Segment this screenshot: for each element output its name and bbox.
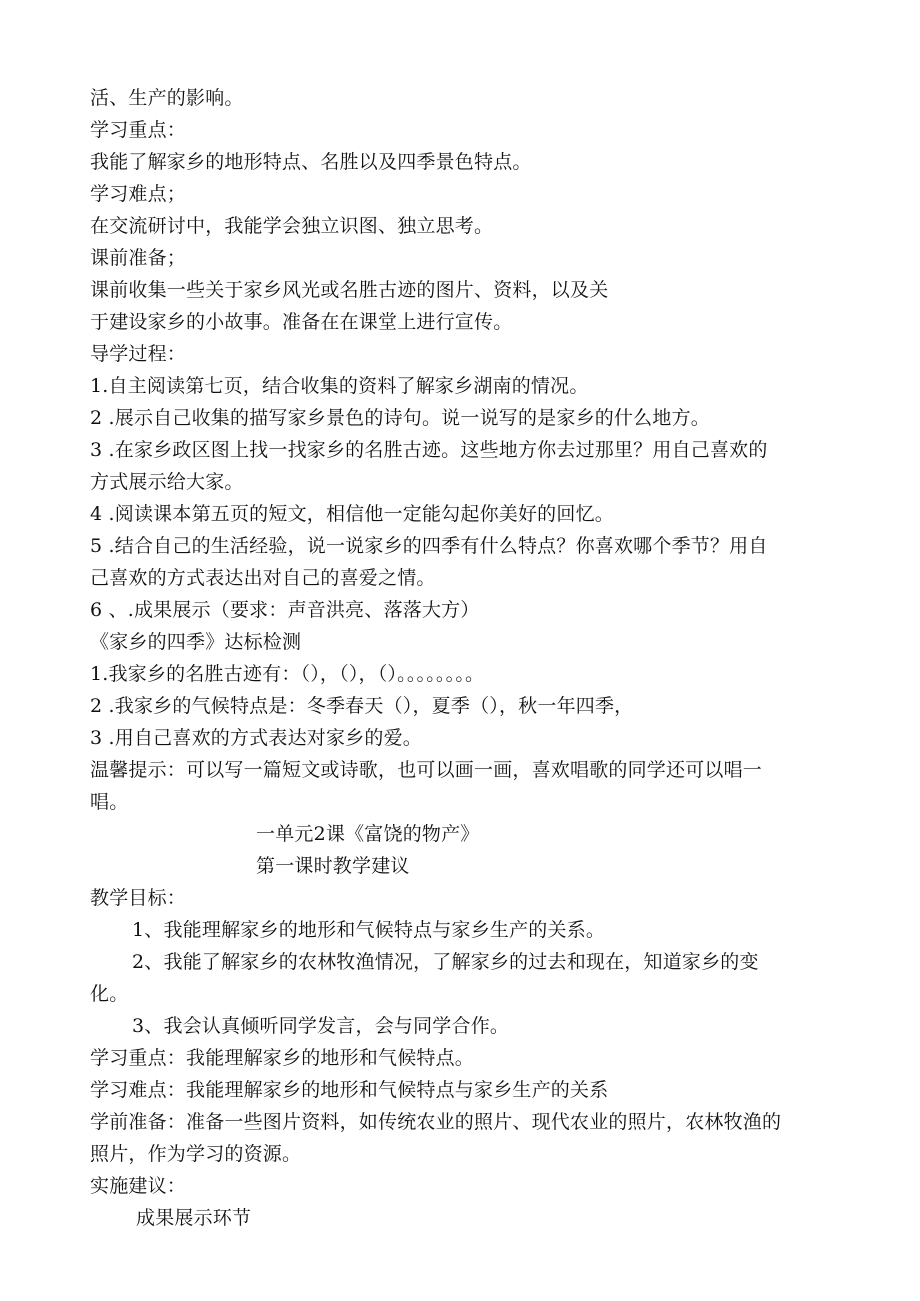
process-step: 2 .展示自己收集的描写家乡景色的诗句。说一说写的是家乡的什么地方。 bbox=[90, 407, 710, 429]
preparation-line: 学前准备：准备一些图片资料，如传统农业的照片、现代农业的照片，农林牧渔的 bbox=[90, 1111, 782, 1133]
objective-item: 1、我能理解家乡的地形和气候特点与家乡生产的关系。 bbox=[132, 919, 606, 941]
lesson-subtitle: 第一课时教学建议 bbox=[256, 855, 410, 877]
process-step-cont: 方式展示给大家。 bbox=[90, 471, 244, 493]
difficulty-heading: 学习难点； bbox=[90, 183, 187, 205]
process-step: 1.自主阅读第七页，结合收集的资料了解家乡湖南的情况。 bbox=[90, 375, 589, 397]
preparation-line-cont: 照片，作为学习的资源。 bbox=[90, 1143, 302, 1165]
objective-item-cont: 化。 bbox=[90, 983, 129, 1005]
text-line: 活、生产的影响。 bbox=[90, 87, 244, 109]
process-step: 5 .结合自己的生活经验，说一说家乡的四季有什么特点？你喜欢哪个季节？用自 bbox=[90, 535, 768, 557]
tip-line: 温馨提示：可以写一篇短文或诗歌，也可以画一画，喜欢唱歌的同学还可以唱一 bbox=[90, 759, 763, 781]
objectives-heading: 教学目标： bbox=[90, 887, 187, 909]
assessment-item: 3 .用自己喜欢的方式表达对家乡的爱。 bbox=[90, 727, 422, 749]
process-step: 6 、.成果展示（要求：声音洪亮、落落大方） bbox=[90, 599, 480, 621]
tip-line-cont: 唱。 bbox=[90, 791, 129, 813]
text-line: 我能了解家乡的地形特点、名胜以及四季景色特点。 bbox=[90, 151, 532, 173]
objective-item: 3、我会认真倾听同学发言，会与同学合作。 bbox=[132, 1015, 510, 1037]
key-point-line: 学习重点：我能理解家乡的地形和气候特点。 bbox=[90, 1047, 475, 1069]
objective-item: 2、我能了解家乡的农林牧渔情况，了解家乡的过去和现在，知道家乡的变 bbox=[132, 951, 759, 973]
process-step: 4 .阅读课本第五页的短文，相信他一定能勾起你美好的回忆。 bbox=[90, 503, 614, 525]
process-step-cont: 己喜欢的方式表达出对自己的喜爱之情。 bbox=[90, 567, 436, 589]
text-line: 课前收集一些关于家乡风光或名胜古迹的图片、资料，以及关 bbox=[90, 279, 609, 301]
implementation-item: 成果展示环节 bbox=[136, 1207, 252, 1229]
text-line: 在交流研讨中，我能学会独立识图、独立思考。 bbox=[90, 215, 494, 237]
implementation-heading: 实施建议： bbox=[90, 1175, 187, 1197]
preparation-heading: 课前准备； bbox=[90, 247, 187, 269]
process-step: 3 .在家乡政区图上找一找家乡的名胜古迹。这些地方你去过那里？用自己喜欢的 bbox=[90, 439, 768, 461]
assessment-item: 1.我家乡的名胜古迹有：（），（），（）。。。。。。。。 bbox=[90, 663, 485, 685]
assessment-heading: 《家乡的四季》达标检测 bbox=[90, 631, 302, 653]
key-point-heading: 学习重点： bbox=[90, 119, 187, 141]
text-line: 于建设家乡的小故事。准备在在课堂上进行宣传。 bbox=[90, 311, 513, 333]
assessment-item: 2 .我家乡的气候特点是：冬季春天（），夏季（），秋一年四季， bbox=[90, 695, 634, 717]
process-heading: 导学过程： bbox=[90, 343, 187, 365]
document-page bbox=[90, 82, 830, 1234]
difficulty-line: 学习难点：我能理解家乡的地形和气候特点与家乡生产的关系 bbox=[90, 1079, 609, 1101]
lesson-title: 一单元2课《富饶的物产》 bbox=[256, 823, 480, 845]
